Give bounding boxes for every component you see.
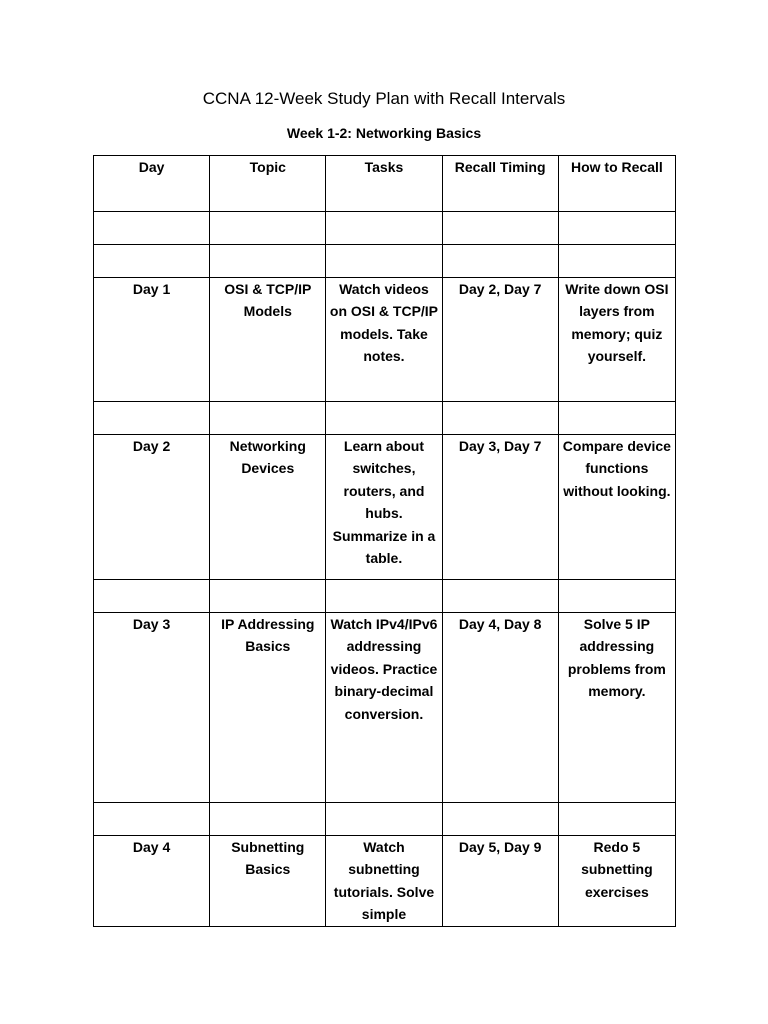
cell-tasks: Watch videos on OSI & TCP/IP models. Take notes.	[326, 278, 442, 402]
cell-day: Day 3	[94, 613, 210, 803]
empty-row	[94, 245, 676, 278]
cell-day: Day 1	[94, 278, 210, 402]
cell-topic: Networking Devices	[210, 435, 326, 580]
empty-cell	[94, 212, 210, 245]
empty-cell	[442, 402, 558, 435]
empty-cell	[326, 245, 442, 278]
empty-cell	[558, 245, 675, 278]
cell-tasks: Learn about switches, routers, and hubs. Summarize in a table.	[326, 435, 442, 580]
header-topic: Topic	[210, 156, 326, 212]
table-row	[94, 278, 676, 402]
cell-topic: Subnetting Basics	[210, 836, 326, 927]
empty-cell	[326, 402, 442, 435]
cell-recall-timing: Day 2, Day 7	[442, 278, 558, 402]
empty-cell	[210, 580, 326, 613]
empty-cell	[558, 212, 675, 245]
table-row	[94, 836, 676, 927]
empty-cell	[210, 212, 326, 245]
empty-cell	[326, 803, 442, 836]
header-how-to-recall: How to Recall	[558, 156, 675, 212]
cell-recall-timing: Day 5, Day 9	[442, 836, 558, 927]
empty-row	[94, 580, 676, 613]
empty-cell	[210, 402, 326, 435]
cell-topic: OSI & TCP/IP Models	[210, 278, 326, 402]
cell-how-to-recall: Redo 5 subnetting exercises	[558, 836, 675, 927]
cell-day: Day 4	[94, 836, 210, 927]
cell-recall-timing: Day 4, Day 8	[442, 613, 558, 803]
empty-cell	[94, 580, 210, 613]
header-tasks: Tasks	[326, 156, 442, 212]
empty-cell	[442, 580, 558, 613]
empty-cell	[210, 245, 326, 278]
section-heading: Week 1-2: Networking Basics	[286, 125, 482, 141]
empty-cell	[326, 580, 442, 613]
empty-cell	[558, 402, 675, 435]
table-row	[94, 613, 676, 803]
empty-cell	[94, 402, 210, 435]
empty-cell	[558, 580, 675, 613]
cell-topic: IP Addressing Basics	[210, 613, 326, 803]
cell-tasks: Watch subnetting tutorials. Solve simple	[326, 836, 442, 927]
empty-cell	[94, 245, 210, 278]
empty-cell	[442, 212, 558, 245]
table-header-row	[94, 156, 676, 212]
empty-row	[94, 402, 676, 435]
document-title: CCNA 12-Week Study Plan with Recall Intervals	[202, 89, 566, 108]
cell-how-to-recall: Write down OSI layers from memory; quiz yourself.	[558, 278, 675, 402]
cell-recall-timing: Day 3, Day 7	[442, 435, 558, 580]
cell-how-to-recall: Solve 5 IP addressing problems from memory.	[558, 613, 675, 803]
empty-row	[94, 803, 676, 836]
study-plan-table	[93, 155, 676, 927]
table-row	[94, 435, 676, 580]
empty-row	[94, 212, 676, 245]
empty-cell	[94, 803, 210, 836]
empty-cell	[442, 803, 558, 836]
empty-cell	[326, 212, 442, 245]
cell-day: Day 2	[94, 435, 210, 580]
empty-cell	[558, 803, 675, 836]
header-recall-timing: Recall Timing	[442, 156, 558, 212]
cell-how-to-recall: Compare device functions without looking.	[558, 435, 675, 580]
empty-cell	[442, 245, 558, 278]
cell-tasks: Watch IPv4/IPv6 addressing videos. Practice binary-decimal conversion.	[326, 613, 442, 803]
empty-cell	[210, 803, 326, 836]
header-day: Day	[94, 156, 210, 212]
